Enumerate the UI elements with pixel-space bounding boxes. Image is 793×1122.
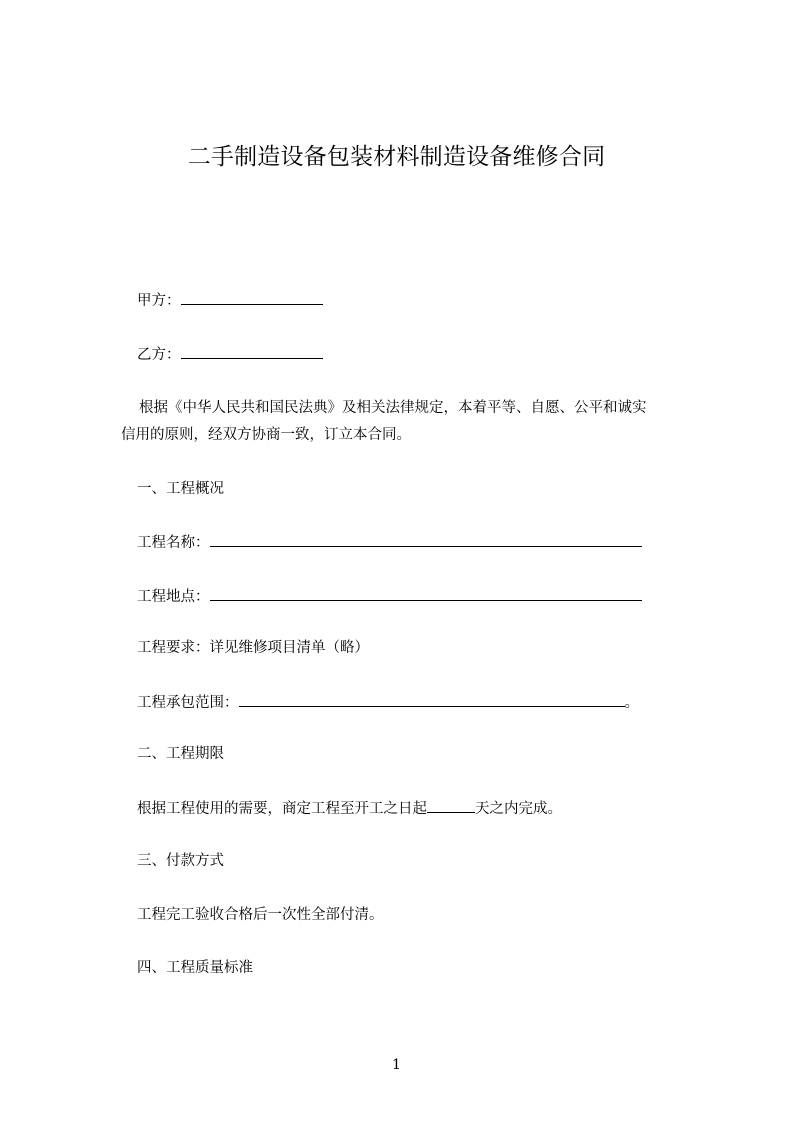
preamble-line-2: 信用的原则，经双方协商一致，订立本合同。	[121, 427, 411, 443]
party-b-label: 乙方：	[137, 347, 181, 363]
preamble-line-1: 根据《中华人民共和国民法典》及相关法律规定，本着平等、自愿、公平和诚实	[139, 400, 647, 416]
project-scope-line	[137, 692, 639, 713]
project-scope-end: 。	[624, 695, 639, 711]
party-b-blank	[181, 344, 323, 359]
project-location-blank	[210, 586, 642, 601]
project-location-line	[137, 586, 642, 607]
project-requirements: 工程要求：详见维修项目清单（略）	[137, 640, 369, 656]
document-title: 二手制造设备包装材料制造设备维修合同	[187, 144, 606, 170]
section-4-heading: 四、工程质量标准	[137, 960, 253, 976]
project-name-blank	[210, 532, 642, 547]
page-number: 1	[392, 1057, 401, 1073]
section-3-heading: 三、付款方式	[137, 853, 224, 869]
term-line	[137, 798, 562, 819]
section-1-heading: 一、工程概况	[137, 481, 224, 497]
section-2-heading: 二、工程期限	[137, 746, 224, 762]
payment-text: 工程完工验收合格后一次性全部付清。	[137, 907, 384, 923]
project-name-line	[137, 532, 642, 553]
party-b-line	[137, 344, 323, 365]
project-scope-label: 工程承包范围：	[137, 695, 239, 711]
term-days-blank	[427, 798, 475, 813]
project-name-label: 工程名称：	[137, 535, 210, 551]
party-a-blank	[181, 290, 323, 305]
project-scope-blank	[239, 692, 625, 707]
term-text-before: 根据工程使用的需要，商定工程至开工之日起	[137, 801, 427, 817]
project-location-label: 工程地点：	[137, 589, 210, 605]
party-a-label: 甲方：	[137, 293, 181, 309]
party-a-line	[137, 290, 323, 311]
term-text-after: 天之内完成。	[475, 801, 562, 817]
